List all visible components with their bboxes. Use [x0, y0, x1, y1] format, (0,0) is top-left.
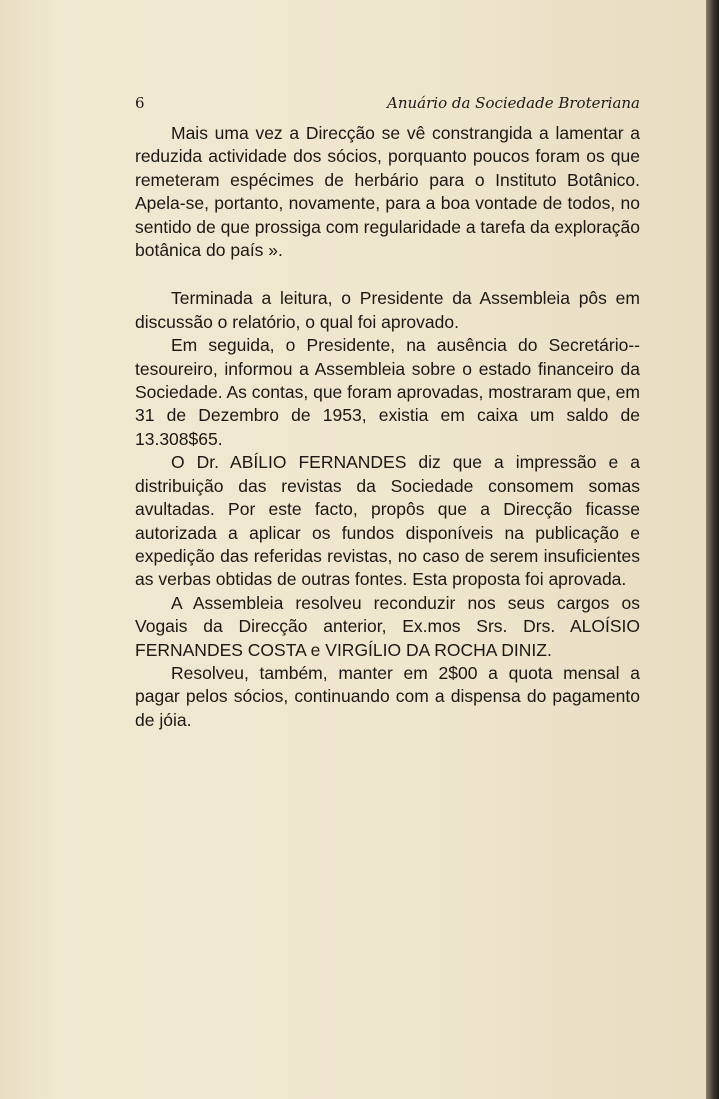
- paragraph-4: O Dr. ABÍLIO FERNANDES diz que a impressão e a distribuição das revistas da Sociedade consomem somas avultadas. Por este facto, propôs que a Direcção ficasse autorizada a aplicar os fundos disponíveis na publicação e expedição das referidas revistas, no caso de serem insuficientes as verbas obtidas de outras fontes. Esta proposta foi aprovada.: [135, 452, 640, 590]
- page-number: 6: [135, 94, 145, 112]
- paragraph-5: A Assembleia resolveu reconduzir nos seus cargos os Vogais da Direcção anterior, Ex.mos Srs. Drs. ALOÍSIO FERNANDES COSTA e VIRGÍLIO DA ROCHA DINIZ.: [135, 592, 640, 660]
- page-edge-shadow: [706, 0, 719, 1099]
- paragraph-6: Resolveu, também, manter em 2$00 a quota mensal a pagar pelos sócios, continuando com a dispensa do pagamento de jóia.: [135, 662, 640, 730]
- running-head: Anuário da Sociedade Broteriana: [387, 94, 640, 112]
- paragraph-1: Mais uma vez a Direcção se vê constrangida a lamentar a reduzida actividade dos sócios, porquanto poucos foram os que remeteram espécimes de herbário para o Instituto Botânico. Apela-se, portanto, novamente, para a boa vontade de todos, no sentido de que prossiga com regularidade a tarefa da exploração botânica do país ».: [135, 123, 640, 261]
- paragraph-gap: [135, 262, 640, 287]
- paragraph-2: Terminada a leitura, o Presidente da Assembleia pôs em discussão o relatório, o qual foi aprovado.: [135, 288, 640, 332]
- page-header: [135, 94, 640, 114]
- paragraph-3: Em seguida, o Presidente, na ausência do Secretário--tesoureiro, informou a Assembleia sobre o estado financeiro da Sociedade. As contas, que foram aprovadas, mostraram que, em 31 de Dezembro de 1953, existia em caixa um saldo de 13.308$65.: [135, 335, 640, 449]
- body-text: [135, 122, 640, 732]
